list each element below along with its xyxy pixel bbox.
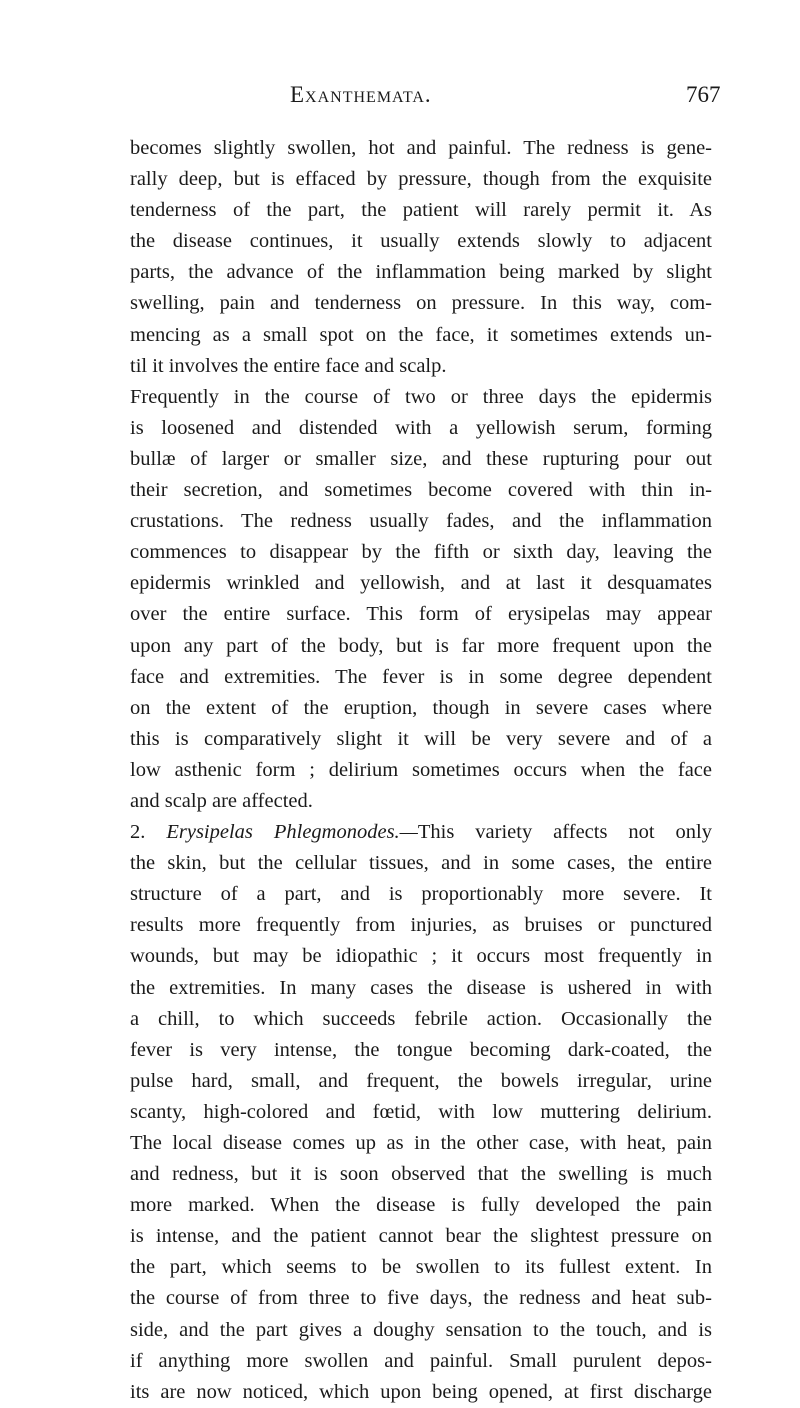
text-line: is loosened and distended with a yellowish serum, forming bbox=[130, 416, 712, 439]
text-line: The local disease comes up as in the other case, with heat, pain bbox=[130, 1132, 712, 1154]
text-line: tenderness of the part, the patient will rarely permit it. As bbox=[130, 199, 712, 222]
text-line: wounds, but may be idiopathic ; it occurs most frequently in bbox=[130, 945, 712, 968]
text-line: results more frequently from injuries, as bruises or punctured bbox=[130, 914, 712, 937]
text-line: rally deep, but is effaced by pressure, though from the exquisite bbox=[130, 168, 712, 191]
text-line: pulse hard, small, and frequent, the bowels irregular, urine bbox=[130, 1069, 712, 1092]
text-line: its are now noticed, which upon being opened, at first discharge bbox=[130, 1380, 712, 1403]
text-line: structure of a part, and is proportionably more severe. It bbox=[130, 883, 712, 906]
text-line: fever is very intense, the tongue becoming dark-coated, the bbox=[130, 1038, 712, 1061]
section-heading: Erysipelas Phlegmonodes.— bbox=[166, 821, 418, 844]
text-line: more marked. When the disease is fully developed the pain bbox=[130, 1194, 712, 1217]
text-line: Frequently in the course of two or three days the epidermis bbox=[130, 385, 712, 408]
text-line: the extremities. In many cases the disease is ushered in with bbox=[130, 976, 712, 999]
text-line: on the extent of the eruption, though in severe cases where bbox=[130, 696, 712, 719]
text-line: side, and the part gives a doughy sensation to the touch, and is bbox=[130, 1318, 712, 1341]
text-line: commences to disappear by the fifth or sixth day, leaving the bbox=[130, 541, 712, 564]
section-heading-text: This variety affects not only bbox=[417, 821, 712, 844]
text-line: is intense, and the patient cannot bear the slightest pressure on bbox=[130, 1225, 712, 1248]
text-line: and scalp are affected. bbox=[130, 789, 313, 812]
text-line: this is comparatively slight it will be very severe and of a bbox=[130, 727, 712, 750]
text-line: bullæ of larger or smaller size, and these rupturing pour out bbox=[130, 447, 712, 470]
body-text bbox=[130, 133, 712, 1408]
section-heading-line bbox=[130, 817, 712, 848]
text-line: scanty, high-colored and fœtid, with low muttering delirium. bbox=[130, 1100, 712, 1123]
text-line: parts, the advance of the inflammation being marked by slight bbox=[130, 261, 712, 284]
page-number: 767 bbox=[686, 82, 721, 107]
text-line: face and extremities. The fever is in some degree dependent bbox=[130, 665, 712, 688]
text-line: swelling, pain and tenderness on pressure. In this way, com- bbox=[130, 292, 712, 315]
text-line: epidermis wrinkled and yellowish, and at last it desquamates bbox=[130, 572, 712, 595]
text-line: becomes slightly swollen, hot and painful. The redness is gene- bbox=[130, 137, 712, 159]
text-line: their secretion, and sometimes become covered with thin in- bbox=[130, 479, 712, 502]
text-line: mencing as a small spot on the face, it sometimes extends un- bbox=[130, 323, 712, 346]
text-line: the skin, but the cellular tissues, and in some cases, the entire bbox=[130, 852, 712, 875]
text-line: the disease continues, it usually extends slowly to adjacent bbox=[130, 230, 712, 253]
text-line: over the entire surface. This form of erysipelas may appear bbox=[130, 603, 712, 626]
text-line: the course of from three to five days, the redness and heat sub- bbox=[130, 1287, 712, 1310]
section-number: 2. bbox=[130, 821, 167, 844]
running-head bbox=[0, 82, 800, 112]
text-line: a chill, to which succeeds febrile action. Occasionally the bbox=[130, 1007, 712, 1030]
text-line: low asthenic form ; delirium sometimes occurs when the face bbox=[130, 758, 712, 781]
text-line: upon any part of the body, but is far more frequent upon the bbox=[130, 634, 712, 657]
text-line: til it involves the entire face and scalp. bbox=[130, 354, 447, 377]
text-line: the part, which seems to be swollen to its fullest extent. In bbox=[130, 1256, 712, 1279]
text-line: crustations. The redness usually fades, and the inflammation bbox=[130, 510, 712, 533]
running-title: Exanthemata. bbox=[290, 82, 432, 107]
text-line: and redness, but it is soon observed that the swelling is much bbox=[130, 1163, 712, 1186]
text-line: if anything more swollen and painful. Small purulent depos- bbox=[130, 1349, 712, 1372]
